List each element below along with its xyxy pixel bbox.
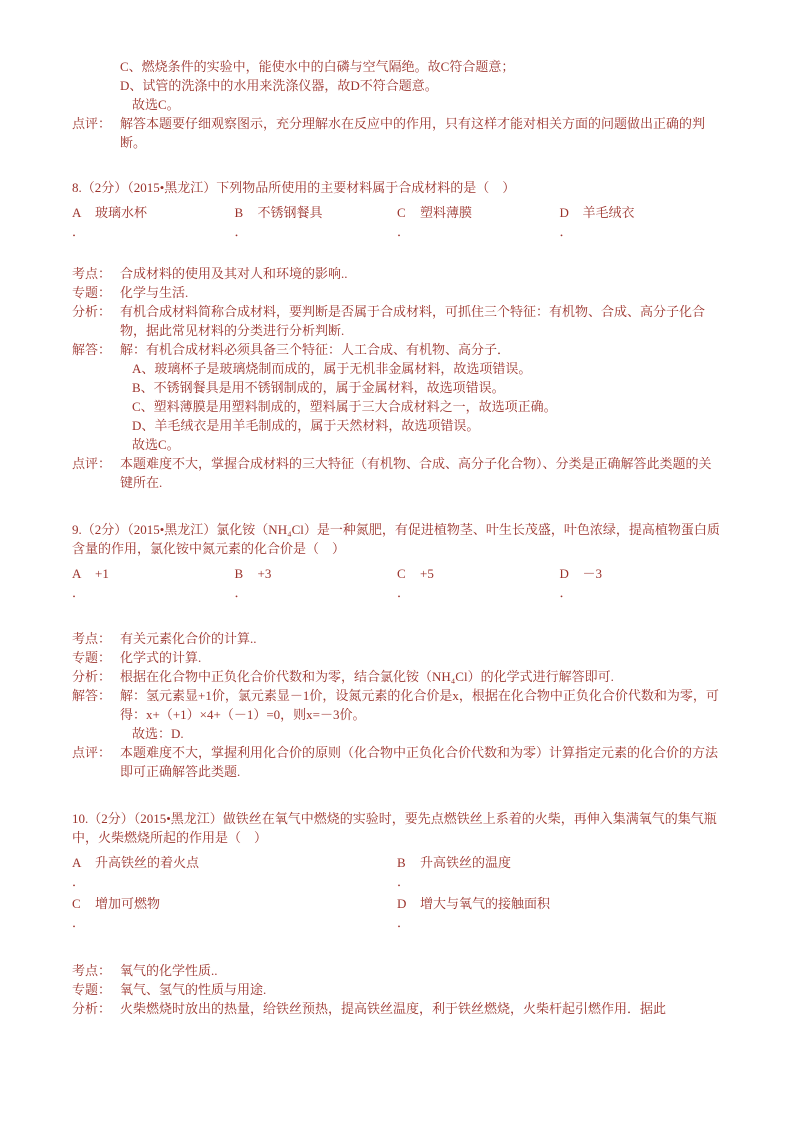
option-answer-marker: ．	[397, 224, 411, 239]
row-content: 根据在化合物中正负化合价代数和为零，结合氯化铵（NH₄Cl）的化学式进行解答即可.	[120, 669, 614, 684]
option-answer-marker: ．	[559, 585, 573, 600]
option-line	[72, 894, 397, 913]
option-answer-marker: ．	[397, 915, 411, 930]
q8-jieda	[72, 340, 722, 454]
option-answer-marker: ．	[72, 874, 86, 889]
row-content: 有机合成材料简称合成材料，要判断是否属于合成材料，可抓住三个特征：有机物、合成、高分子化合物，据此常见材料的分类进行分析判断.	[120, 304, 706, 338]
option-answer-marker: ．	[72, 915, 86, 930]
option-letter: C	[397, 566, 406, 581]
option-c	[72, 894, 397, 932]
answer-line: 故选C。	[132, 437, 180, 452]
row-content: 本题难度不大，掌握合成材料的三大特征（有机物、合成、高分子化合物）、分类是正确解答此类题的关键所在.	[120, 456, 712, 490]
row-content: 解答本题要仔细观察图示，充分理解水在反应中的作用，只有这样才能对相关方面的问题做出正确的判断。	[120, 116, 706, 150]
option-letter: A	[72, 566, 82, 581]
spacer	[72, 781, 722, 809]
spacer	[72, 937, 722, 961]
option-text: 羊毛绒衣	[582, 205, 635, 220]
option-line	[397, 564, 560, 583]
option-letter: D	[559, 205, 569, 220]
q7-answer-tail-line: D、试管的洗涤中的水用来洗涤仪器，故D不符合题意。	[120, 78, 438, 93]
option-a	[72, 853, 397, 891]
row-label: 专题：	[72, 650, 112, 665]
row-content: 氧气、氢气的性质与用途.	[120, 982, 267, 997]
option-a	[72, 564, 235, 602]
row-label: 考点：	[72, 963, 112, 978]
row-content: 氧气的化学性质..	[120, 963, 218, 978]
row-label: 考点：	[72, 631, 112, 646]
question-8-options	[72, 203, 722, 244]
row-content: 化学式的计算.	[120, 650, 202, 665]
q9-zhuanti	[72, 648, 722, 667]
option-letter: A	[72, 205, 82, 220]
q9-fenxi	[72, 667, 722, 686]
answer-line: A、玻璃杯子是玻璃烧制而成的，属于无机非金属材料，故选项错误。	[132, 361, 532, 376]
q7-answer-tail-line: 故选C。	[132, 97, 180, 112]
option-text: +5	[420, 566, 434, 581]
spacer	[72, 246, 722, 264]
option-answer-marker: ．	[72, 224, 86, 239]
spacer	[72, 492, 722, 520]
q8-kaodian	[72, 264, 722, 283]
q8-dianping	[72, 454, 722, 492]
q9-kaodian	[72, 629, 722, 648]
option-answer-marker: ．	[559, 224, 573, 239]
option-line	[72, 564, 235, 583]
option-letter: B	[397, 855, 406, 870]
row-content	[120, 686, 722, 743]
spacer	[72, 152, 722, 178]
q9-dianping	[72, 743, 722, 781]
row-content	[120, 340, 722, 454]
question-8-stem: 8.（2分）（2015•黑龙江）下列物品所使用的主要材料属于合成材料的是（ ）	[72, 180, 516, 195]
option-text: +1	[95, 566, 109, 581]
option-text: 塑料薄膜	[420, 205, 473, 220]
q10-kaodian	[72, 961, 722, 980]
option-line	[72, 853, 397, 872]
option-letter: A	[72, 855, 82, 870]
option-letter: D	[559, 566, 569, 581]
option-line	[235, 564, 398, 583]
option-text: 玻璃水杯	[95, 205, 148, 220]
option-line	[560, 203, 723, 222]
option-line	[397, 894, 722, 913]
question-9-stem: 9.（2分）（2015•黑龙江）氯化铵（NH₄Cl）是一种氮肥，有促进植物茎、叶生长茂盛，叶色浓绿，提高植物蛋白质含量的作用，氯化铵中氮元素的化合价是（ ）	[72, 522, 720, 556]
option-text: +3	[257, 566, 272, 581]
option-answer-marker: ．	[234, 224, 248, 239]
option-c	[397, 203, 560, 241]
answer-line: 故选：D.	[132, 726, 184, 741]
q8-fenxi	[72, 302, 722, 340]
row-label: 解答：	[72, 688, 112, 703]
option-line	[72, 203, 235, 222]
row-label: 分析：	[72, 304, 112, 319]
option-answer-marker: ．	[72, 585, 86, 600]
answer-line: B、不锈钢餐具是用不锈钢制成的，属于金属材料，故选项错误。	[132, 380, 505, 395]
q10-zhuanti	[72, 980, 722, 999]
option-letter: D	[397, 896, 407, 911]
row-label: 考点：	[72, 266, 112, 281]
answer-line: C、塑料薄膜是用塑料制成的，塑料属于三大合成材料之一，故选项正确。	[132, 399, 557, 414]
answer-line: 解：有机合成材料必须具备三个特征：人工合成、有机物、高分子．	[120, 342, 511, 357]
option-text: 增大与氧气的接触面积	[420, 896, 551, 911]
question-10-options	[72, 853, 722, 935]
question-10-stem: 10.（2分）（2015•黑龙江）做铁丝在氧气中燃烧的实验时，要先点燃铁丝上系着的火柴，再伸入集满氧气的集气瓶中，火柴燃烧所起的作用是（ ）	[72, 811, 717, 845]
q7-comment	[72, 114, 722, 152]
option-d	[560, 203, 723, 241]
option-letter: B	[234, 566, 244, 581]
row-content: 本题难度不大，掌握利用化合价的原则（化合物中正负化合价代数和为零）计算指定元素的化合价的方法即可正确解答此类题.	[120, 745, 719, 779]
option-text: 升高铁丝的着火点	[95, 855, 200, 870]
row-label: 分析：	[72, 669, 112, 684]
option-letter: B	[234, 205, 244, 220]
option-d	[560, 564, 723, 602]
row-label: 点评：	[72, 456, 112, 471]
option-letter: C	[397, 205, 406, 220]
option-b	[397, 853, 722, 891]
option-text: 不锈钢餐具	[257, 205, 323, 220]
option-line	[397, 203, 560, 222]
row-content: 合成材料的使用及其对人和环境的影响..	[120, 266, 348, 281]
row-label: 点评：	[72, 116, 112, 131]
spacer	[72, 607, 722, 629]
option-c	[397, 564, 560, 602]
answer-line: 解：氢元素显+1价，氯元素显－1价，设氮元素的化合价是x，根据在化合物中正负化合价代数和为零，可得：x+（+1）×4+（－1）=0，则x=－3价。	[120, 688, 719, 722]
answer-line: D、羊毛绒衣是用羊毛制成的，属于天然材料，故选项错误。	[132, 418, 480, 433]
option-answer-marker: ．	[234, 585, 248, 600]
option-text: －3	[582, 566, 603, 581]
option-text: 升高铁丝的温度	[420, 855, 512, 870]
option-b	[235, 564, 398, 602]
option-a	[72, 203, 235, 241]
row-label: 分析：	[72, 1001, 112, 1016]
option-line	[235, 203, 398, 222]
question-9-options	[72, 564, 722, 605]
row-content: 火柴燃烧时放出的热量，给铁丝预热，提高铁丝温度，利于铁丝燃烧，火柴杆起引燃作用．据此	[120, 1001, 667, 1016]
q8-zhuanti	[72, 283, 722, 302]
option-b	[235, 203, 398, 241]
option-answer-marker: ．	[397, 874, 411, 889]
option-d	[397, 894, 722, 932]
q9-jieda	[72, 686, 722, 743]
row-label: 专题：	[72, 285, 112, 300]
option-letter: C	[72, 896, 81, 911]
row-label: 专题：	[72, 982, 112, 997]
row-content: 化学与生活.	[120, 285, 189, 300]
q10-fenxi	[72, 999, 722, 1018]
row-label: 点评：	[72, 745, 112, 760]
row-content: 有关元素化合价的计算..	[120, 631, 257, 646]
option-text: 增加可燃物	[95, 896, 161, 911]
option-line	[397, 853, 722, 872]
row-label: 解答：	[72, 342, 112, 357]
option-line	[560, 564, 723, 583]
q7-answer-tail-line: C、燃烧条件的实验中，能使水中的白磷与空气隔绝。故C符合题意；	[120, 59, 515, 74]
option-answer-marker: ．	[397, 585, 411, 600]
